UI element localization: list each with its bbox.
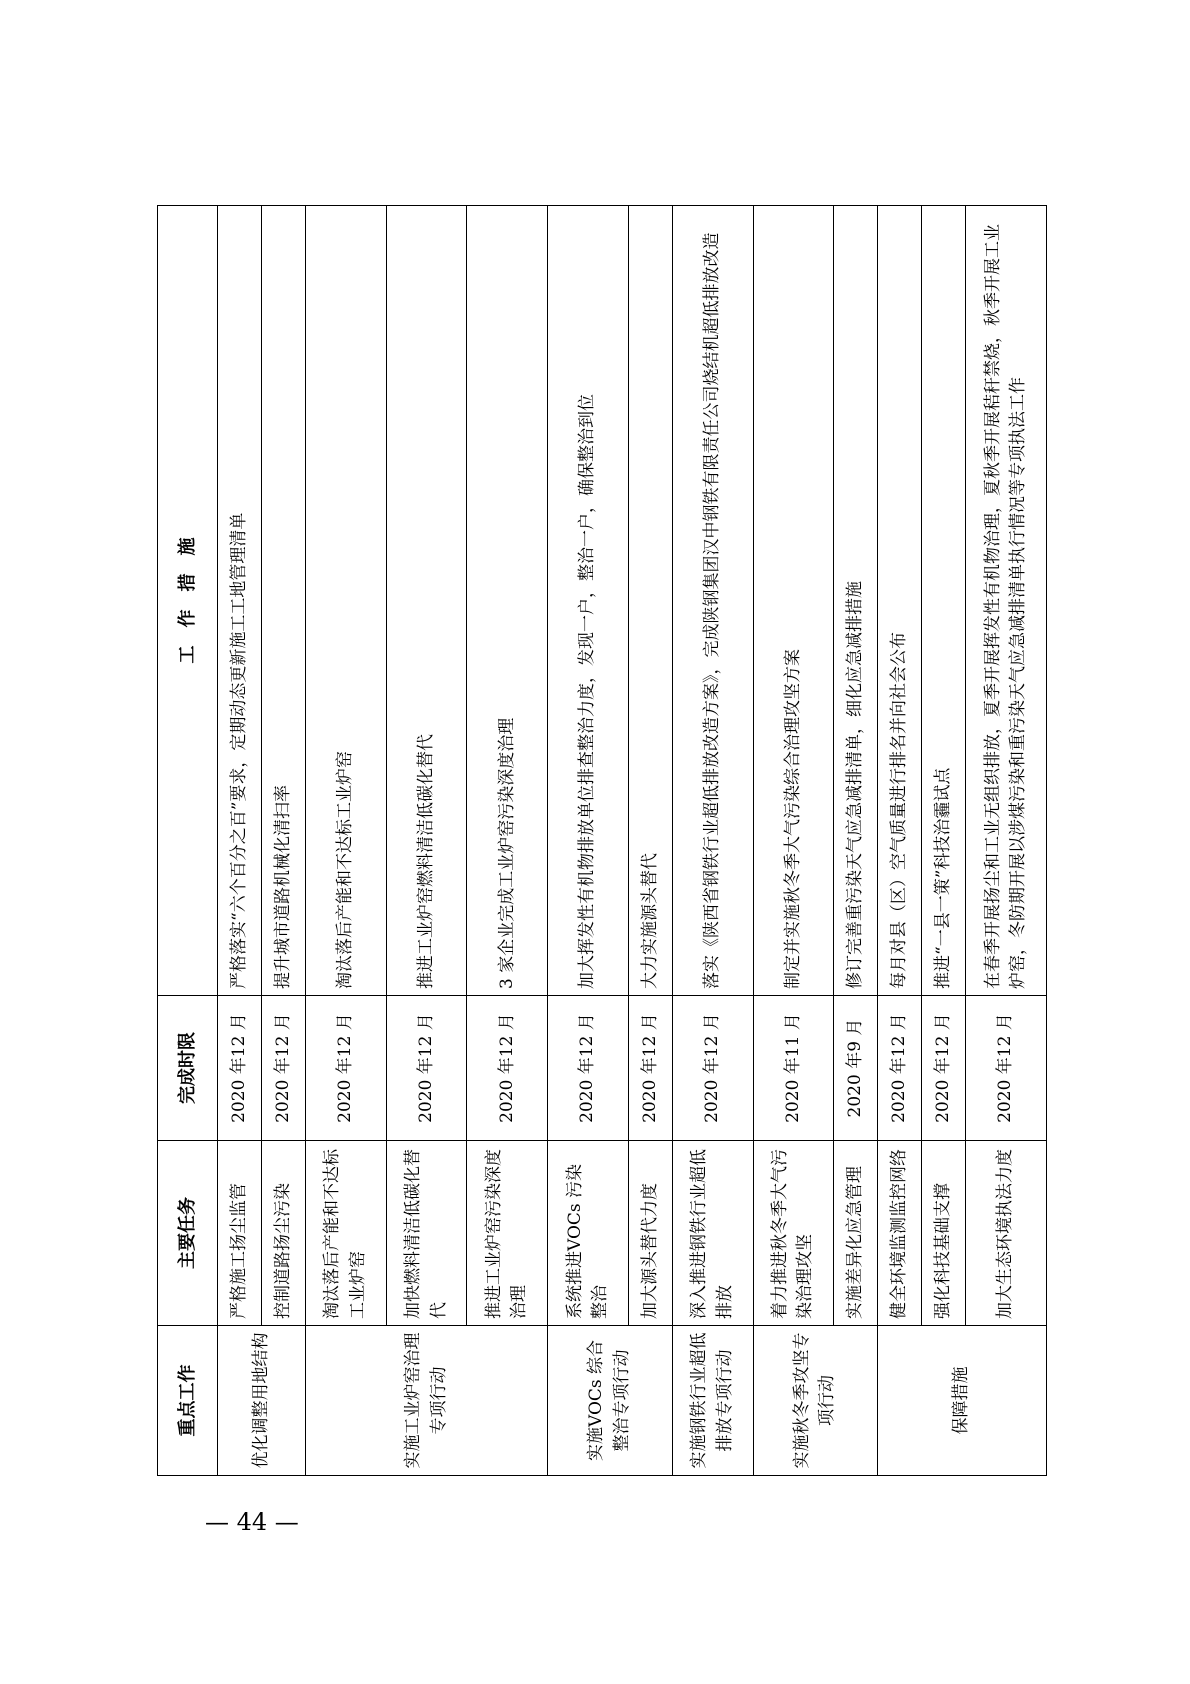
deadline-cell: 2020 年12 月 <box>218 996 262 1141</box>
table-row <box>628 206 672 1476</box>
task-cell: 着力推进秋冬季大气污染治理攻坚 <box>753 1141 834 1326</box>
measures-cell: 落实《陕西省钢铁行业超低排放改造方案》，完成陕钢集团汉中钢铁有限责任公司烧结机超低排放改造 <box>672 206 753 996</box>
header-measures: 工 作 措 施 <box>158 206 218 996</box>
deadline-cell: 2020 年12 月 <box>467 996 548 1141</box>
header-deadline: 完成时限 <box>158 996 218 1141</box>
measures-cell: 提升城市道路机械化清扫率 <box>261 206 305 996</box>
measures-cell: 加大挥发性有机物排放单位排查整治力度，发现一户，整治一户，确保整治到位 <box>548 206 629 996</box>
deadline-cell: 2020 年12 月 <box>628 996 672 1141</box>
deadline-cell: 2020 年12 月 <box>548 996 629 1141</box>
table-row <box>218 206 262 1476</box>
rotated-table-container <box>157 206 1047 1476</box>
task-cell: 实施差异化应急管理 <box>834 1141 878 1326</box>
key-work-table <box>157 205 1047 1476</box>
table-row <box>305 206 386 1476</box>
key-work-cell: 实施钢铁行业超低排放专项行动 <box>672 1326 753 1476</box>
deadline-cell: 2020 年12 月 <box>966 996 1047 1141</box>
deadline-cell: 2020 年12 月 <box>305 996 386 1141</box>
table-row <box>261 206 305 1476</box>
key-work-cell: 实施工业炉窑治理专项行动 <box>305 1326 547 1476</box>
measures-cell: 制定并实施秋冬季大气污染综合治理攻坚方案 <box>753 206 834 996</box>
measures-cell: 在春季开展扬尘和工业无组织排放，夏季开展挥发性有机物治理，夏秋季开展秸秆禁烧，秋季开展工业炉窑，冬防期开展以涉煤污染和重污染天气应急减排清单执行情况等专项执法工作 <box>966 206 1047 996</box>
table-row <box>753 206 834 1476</box>
table-row <box>467 206 548 1476</box>
table-row <box>386 206 467 1476</box>
task-cell: 加快燃料清洁低碳化替代 <box>386 1141 467 1326</box>
measures-cell: 推进工业炉窑燃料清洁低碳化替代 <box>386 206 467 996</box>
table-row <box>922 206 966 1476</box>
task-cell: 推进工业炉窑污染深度治理 <box>467 1141 548 1326</box>
table-row <box>834 206 878 1476</box>
task-cell: 健全环境监测监控网络 <box>878 1141 922 1326</box>
deadline-cell: 2020 年12 月 <box>261 996 305 1141</box>
measures-cell: 淘汰落后产能和不达标工业炉窑 <box>305 206 386 996</box>
deadline-cell: 2020 年12 月 <box>672 996 753 1141</box>
task-cell: 淘汰落后产能和不达标工业炉窑 <box>305 1141 386 1326</box>
header-main-task: 主要任务 <box>158 1141 218 1326</box>
task-cell: 系统推进VOCs 污染整治 <box>548 1141 629 1326</box>
task-cell: 严格施工扬尘监管 <box>218 1141 262 1326</box>
key-work-cell: 实施VOCs 综合整治专项行动 <box>548 1326 673 1476</box>
page-number: — 44 — <box>205 1508 299 1536</box>
measures-cell: 推进“一县一策”科技治霾试点 <box>922 206 966 996</box>
table-row <box>548 206 629 1476</box>
table-row <box>878 206 922 1476</box>
task-cell: 加大生态环境执法力度 <box>966 1141 1047 1326</box>
header-key-work: 重点工作 <box>158 1326 218 1476</box>
deadline-cell: 2020 年12 月 <box>878 996 922 1141</box>
measures-cell: 3 家企业完成工业炉窑污染深度治理 <box>467 206 548 996</box>
measures-cell: 严格落实“六个百分之百”要求，定期动态更新施工工地管理清单 <box>218 206 262 996</box>
deadline-cell: 2020 年12 月 <box>922 996 966 1141</box>
key-work-cell: 实施秋冬季攻坚专项行动 <box>753 1326 878 1476</box>
key-work-cell: 保障措施 <box>878 1326 1047 1476</box>
table-row <box>672 206 753 1476</box>
measures-cell: 每月对县（区）空气质量进行排名并向社会公布 <box>878 206 922 996</box>
deadline-cell: 2020 年11 月 <box>753 996 834 1141</box>
measures-cell: 大力实施源头替代 <box>628 206 672 996</box>
measures-cell: 修订完善重污染天气应急减排清单，细化应急减排措施 <box>834 206 878 996</box>
deadline-cell: 2020 年12 月 <box>386 996 467 1141</box>
deadline-cell: 2020 年9 月 <box>834 996 878 1141</box>
task-cell: 深入推进钢铁行业超低排放 <box>672 1141 753 1326</box>
table-row <box>966 206 1047 1476</box>
task-cell: 强化科技基础支撑 <box>922 1141 966 1326</box>
task-cell: 控制道路扬尘污染 <box>261 1141 305 1326</box>
task-cell: 加大源头替代力度 <box>628 1141 672 1326</box>
table-header-row <box>158 206 218 1476</box>
key-work-cell: 优化调整用地结构 <box>218 1326 306 1476</box>
